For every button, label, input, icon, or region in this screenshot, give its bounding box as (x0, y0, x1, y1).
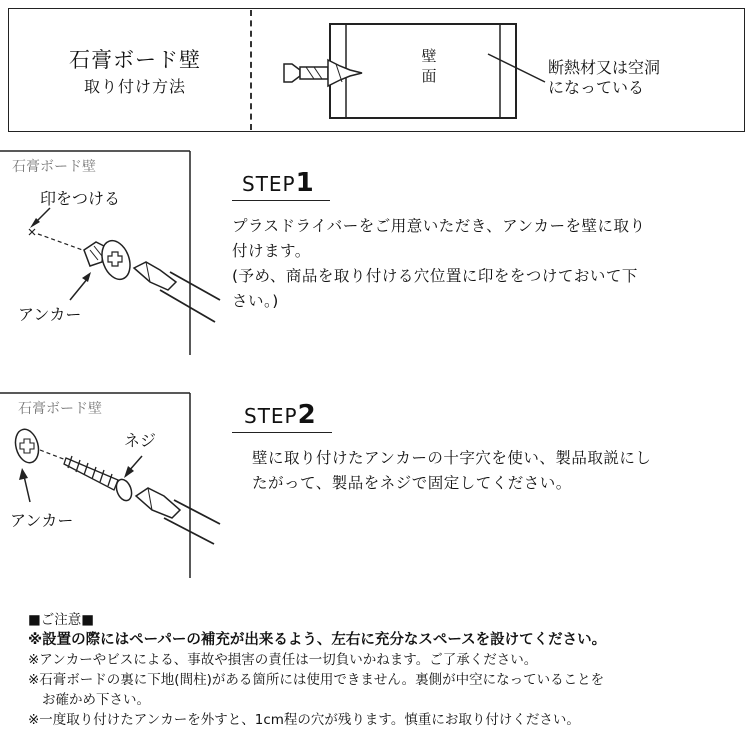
step1-anchor-head-icon (97, 237, 135, 283)
notes-heading: ■ご注意■ (28, 612, 95, 628)
insulation-label-line1: 断熱材又は空洞 (548, 58, 661, 77)
step1-diagram (0, 150, 230, 360)
step1-instructions (232, 214, 646, 314)
header-title: 石膏ボード壁 (69, 48, 201, 72)
wall-label-line1: 壁 (421, 47, 437, 65)
step1-heading (242, 168, 315, 198)
step1-anchor-icon (84, 242, 104, 266)
step2-instructions (252, 446, 651, 496)
step1-heading-number: 1 (295, 168, 315, 198)
mark-x-icon (29, 229, 35, 235)
step2-panel-label: 石膏ボード壁 (18, 401, 102, 417)
step1-heading-word: STEP (242, 172, 296, 196)
step2-text-line1: 壁に取り付けたアンカーの十字穴を使い、製品取説にし (252, 449, 652, 467)
step2-heading-number: 2 (297, 400, 317, 430)
step2-text-line2: たがって、製品をネジで固定してください。 (252, 474, 572, 492)
wall-label-line2: 面 (421, 67, 437, 85)
note-2: ※アンカーやビスによる、事故や損害の責任は一切負いかねます。ご了承ください。 (28, 652, 538, 668)
step1-text-line4: さい。) (232, 292, 279, 310)
anchor-icon (284, 60, 362, 86)
step1-text-line3: (予め、商品を取り付ける穴位置に印ををつけておいて下 (232, 267, 638, 285)
step2-heading-underline (232, 432, 332, 433)
step1-anchor-label: アンカー (18, 305, 82, 324)
header-divider (250, 10, 252, 130)
note-3-line2: お確かめ下さい。 (42, 692, 150, 708)
step2-heading-word: STEP (244, 404, 298, 428)
insulation-label-line2: になっている (548, 78, 645, 97)
insulation-label (548, 58, 660, 98)
step1-anchor-arrow (70, 278, 88, 300)
header-subtitle: 取り付け方法 (83, 77, 186, 96)
step2-anchor-arrow (24, 476, 30, 502)
wall-label (414, 46, 444, 86)
note-1: ※設置の際にはペーパーの補充が出来るよう、左右に充分なスペースを設けてください。 (28, 632, 607, 648)
step1-panel-label: 石膏ボード壁 (12, 159, 96, 175)
step2-anchor-head-icon (12, 427, 42, 466)
step1-screwdriver-icon (134, 262, 220, 322)
step2-screwdriver-icon (136, 488, 220, 544)
step2-diagram (0, 392, 230, 582)
step2-dashed-line (40, 450, 66, 460)
notes-section (28, 610, 740, 730)
alignment-dashed-line (38, 234, 88, 252)
note-3-line1: ※石膏ボードの裏に下地(間柱)がある箇所には使用できません。裏側が中空になっていることを (28, 672, 605, 688)
step2-anchor-label: アンカー (10, 511, 74, 530)
step1-text-line2: 付けます。 (232, 242, 311, 260)
note-4: ※一度取り付けたアンカーを外すと、1cm程の穴が残ります。慎重にお取り付けください。 (28, 712, 580, 728)
step1-mark-label: 印をつける (40, 189, 121, 208)
step1-heading-underline (232, 200, 330, 201)
board-back-layer (500, 24, 516, 118)
step2-screw-label: ネジ (124, 431, 157, 450)
step2-heading (244, 400, 317, 430)
step1-text-line1: プラスドライバーをご用意いただき、アンカーを壁に取り (232, 217, 646, 235)
screw-icon (64, 456, 134, 503)
